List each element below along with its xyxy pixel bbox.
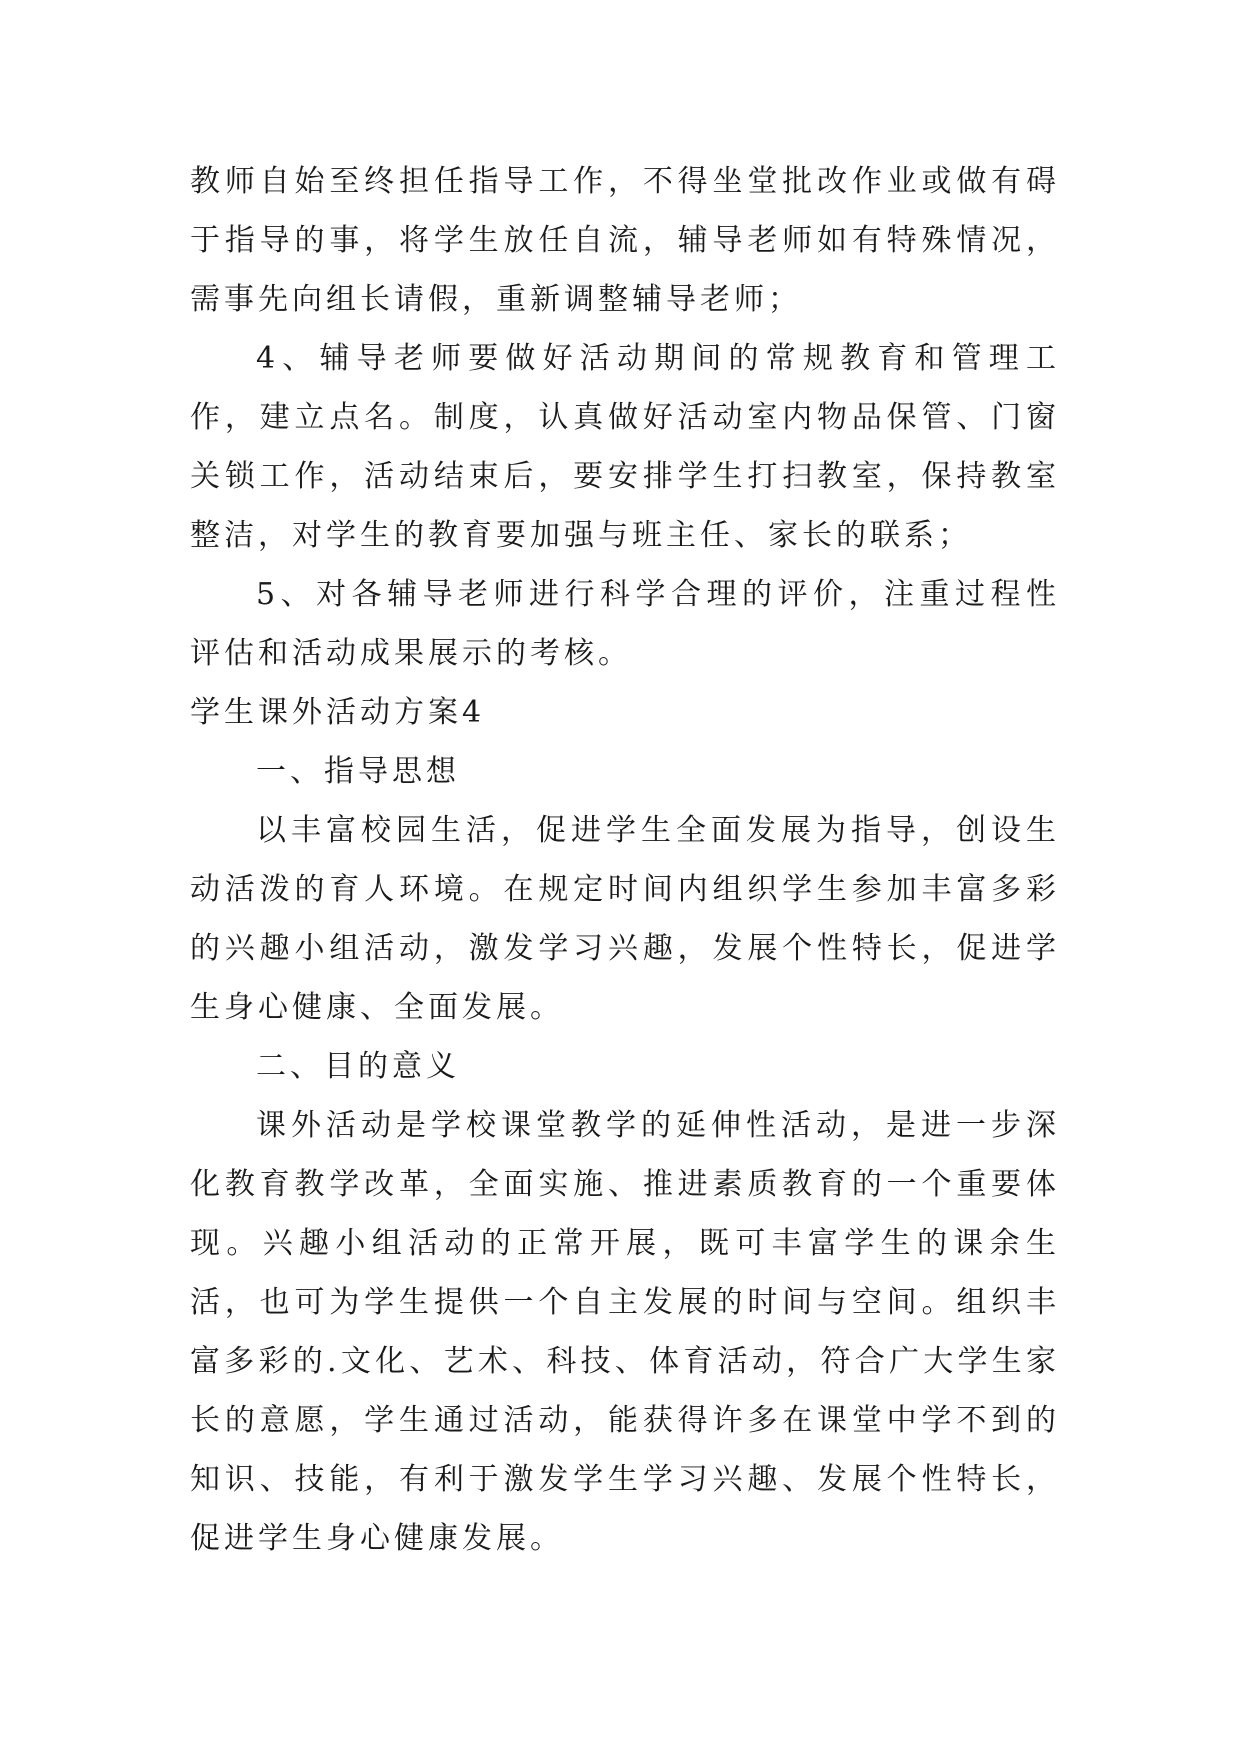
document-body [190, 152, 1060, 1568]
paragraph-item-4: 4、辅导老师要做好活动期间的常规教育和管理工作，建立点名。制度，认真做好活动室内物品保管、门窗关锁工作，活动结束后，要安排学生打扫教室，保持教室整洁，对学生的教育要加强与班主任、家长的联系； [190, 341, 1060, 553]
paragraph-item-5: 5、对各辅导老师进行科学合理的评价，注重过程性评估和活动成果展示的考核。 [190, 577, 1060, 671]
section-title-plan-4: 学生课外活动方案4 [190, 695, 486, 730]
heading-guiding-ideology: 一、指导思想 [256, 754, 460, 789]
paragraph-guiding-ideology: 以丰富校园生活，促进学生全面发展为指导，创设生动活泼的育人环境。在规定时间内组织学生参加丰富多彩的兴趣小组活动，激发学习兴趣，发展个性特长，促进学生身心健康、全面发展。 [190, 813, 1060, 1025]
paragraph-teacher-duty: 教师自始至终担任指导工作，不得坐堂批改作业或做有碍于指导的事，将学生放任自流，辅导老师如有特殊情况，需事先向组长请假，重新调整辅导老师； [190, 164, 1060, 317]
heading-purpose-significance: 二、目的意义 [256, 1049, 460, 1084]
paragraph-purpose-significance: 课外活动是学校课堂教学的延伸性活动，是进一步深化教育教学改革，全面实施、推进素质教育的一个重要体现。兴趣小组活动的正常开展，既可丰富学生的课余生活，也可为学生提供一个自主发展的时间与空间。组织丰富多彩的.文化、艺术、科技、体育活动，符合广大学生家长的意愿，学生通过活动，能获得许多在课堂中学不到的知识、技能，有利于激发学生学习兴趣、发展个性特长，促进学生身心健康发展。 [190, 1108, 1060, 1556]
